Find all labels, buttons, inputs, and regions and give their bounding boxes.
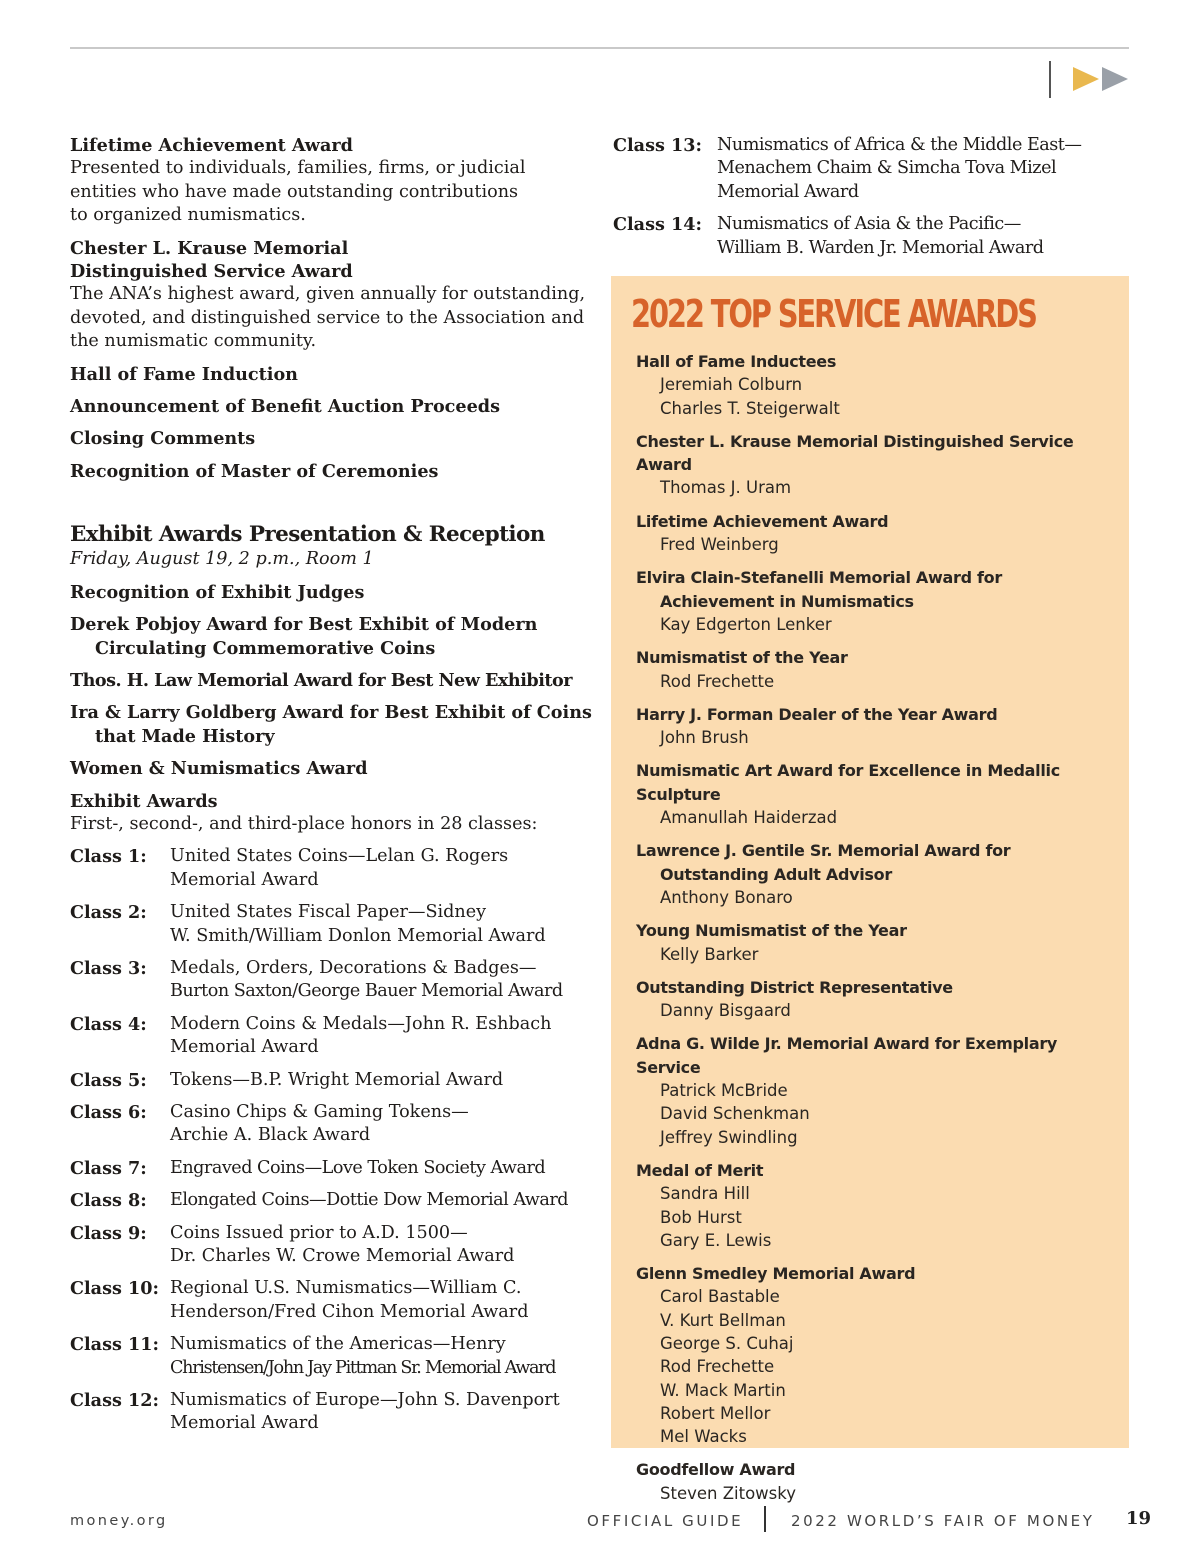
class-label: Class 14:	[613, 214, 702, 236]
krause-award-title: Distinguished Service Award	[70, 261, 353, 283]
award-recipient: Amanullah Haiderzad	[660, 808, 838, 828]
class-label: Class 10:	[70, 1278, 159, 1300]
class-text	[170, 1013, 595, 1060]
class-text	[170, 1101, 595, 1148]
award-name: Young Numismatist of the Year	[636, 921, 907, 941]
award-recipient: Carol Bastable	[660, 1287, 780, 1307]
footer-site: money.org	[70, 1513, 168, 1529]
award-recipient: Jeremiah Colburn	[660, 375, 803, 395]
goldberg-award	[70, 701, 595, 748]
class-line: Regional U.S. Numismatics—William C.	[170, 1278, 522, 1299]
program-item: Recognition of Master of Ceremonies	[70, 460, 439, 482]
class-line: Henderson/Fred Cihon Memorial Award	[170, 1301, 529, 1322]
class-label: Class 8:	[70, 1190, 147, 1212]
award-recipient: Fred Weinberg	[660, 535, 779, 555]
award-name: Hall of Fame Inductees	[636, 352, 837, 371]
award-name: Lifetime Achievement Award	[636, 511, 889, 531]
class-entry	[70, 1277, 595, 1324]
class-label: Class 1:	[70, 846, 147, 868]
footer-separator	[764, 1506, 766, 1532]
award-name: Numismatist of the Year	[636, 648, 848, 668]
award-recipient: John Brush	[660, 728, 749, 748]
award-recipient: Steven Zitowsky	[660, 1483, 796, 1503]
class-line: United States Fiscal Paper—Sidney	[170, 902, 487, 923]
nav-separator	[1049, 61, 1051, 98]
award-recipient: V. Kurt Bellman	[660, 1310, 786, 1330]
lifetime-achievement-desc: Presented to individuals, families, firms, or judicial	[70, 158, 526, 179]
award-name: Goodfellow Award	[636, 1460, 796, 1480]
class-line: Coins Issued prior to A.D. 1500—	[170, 1222, 468, 1243]
award-name: Glenn Smedley Memorial Award	[636, 1264, 916, 1284]
class-text	[170, 957, 595, 1004]
exhibit-section-heading: Exhibit Awards Presentation & Reception	[70, 522, 545, 548]
class-entry	[70, 957, 595, 1004]
award-name: Outstanding Adult Advisor	[660, 864, 892, 884]
award-entry	[636, 430, 1126, 500]
class-label: Class 9:	[70, 1222, 147, 1244]
class-line: Tokens—B.P. Wright Memorial Award	[170, 1069, 504, 1090]
lifetime-achievement-desc: entities who have made outstanding contributions	[70, 181, 519, 202]
exhibit-judges: Recognition of Exhibit Judges	[70, 581, 365, 603]
program-item: Announcement of Benefit Auction Proceeds	[70, 396, 500, 418]
award-recipient: Jeffrey Swindling	[660, 1127, 798, 1147]
footer-event: 2022 WORLD’S FAIR OF MONEY	[791, 1512, 1095, 1530]
lifetime-achievement-desc: to organized numismatics.	[70, 205, 306, 226]
award-entry	[636, 976, 1126, 1023]
class-line: Modern Coins & Medals—John R. Eshbach	[170, 1013, 552, 1034]
award-name: Elvira Clain-Stefanelli Memorial Award for	[636, 568, 1002, 588]
program-item: Closing Comments	[70, 428, 256, 450]
class-line: Medals, Orders, Decorations & Badges—	[170, 957, 537, 978]
pobjoy-award-line: Circulating Commemorative Coins	[95, 637, 436, 659]
class-line: Memorial Award	[170, 1413, 319, 1434]
award-name: Medal of Merit	[636, 1160, 764, 1180]
award-recipient: Thomas J. Uram	[660, 478, 792, 498]
award-recipient: Robert Mellor	[660, 1403, 771, 1423]
class-line: Memorial Award	[170, 1037, 319, 1058]
class-label: Class 5:	[70, 1069, 147, 1091]
exhibit-date: Friday, August 19, 2 p.m., Room 1	[70, 549, 374, 570]
award-recipient: Kelly Barker	[660, 944, 759, 964]
award-name: Numismatic Art Award for Excellence in Medallic Sculpture	[636, 761, 1060, 804]
class-line: Numismatics of the Americas—Henry	[170, 1334, 506, 1355]
award-recipient: Gary E. Lewis	[660, 1230, 772, 1250]
class-entry	[70, 1333, 595, 1380]
class-entry	[70, 1222, 595, 1269]
award-name: Chester L. Krause Memorial Distinguished Service Award	[636, 431, 1074, 475]
class-label: Class 7:	[70, 1157, 147, 1179]
class-entry	[70, 1189, 595, 1212]
class-text	[717, 134, 1133, 204]
class-line: Numismatics of Africa & the Middle East—	[717, 135, 1082, 155]
krause-award-title: Chester L. Krause Memorial	[70, 237, 349, 259]
award-recipient: Patrick McBride	[660, 1081, 788, 1101]
class-text	[170, 845, 595, 892]
class-label: Class 6:	[70, 1102, 147, 1123]
class-label: Class 4:	[70, 1013, 147, 1035]
award-recipient: Bob Hurst	[660, 1207, 742, 1227]
class-entry	[70, 1389, 595, 1436]
class-line: Numismatics of Asia & the Pacific—	[717, 214, 1021, 235]
award-recipient: Rod Frechette	[660, 671, 775, 691]
class-line: Dr. Charles W. Crowe Memorial Award	[170, 1246, 515, 1267]
award-entry	[636, 1458, 1126, 1505]
award-recipient: W. Mack Martin	[660, 1380, 786, 1400]
class-label: Class 13:	[613, 135, 702, 156]
class-line: Casino Chips & Gaming Tokens—	[170, 1102, 469, 1122]
award-entry	[636, 919, 1126, 966]
award-entry	[636, 759, 1126, 829]
pobjoy-award	[70, 613, 595, 660]
award-recipient: Danny Bisgaard	[660, 1001, 791, 1021]
award-recipient: Kay Edgerton Lenker	[660, 614, 832, 634]
krause-award-desc: the numismatic community.	[70, 331, 317, 352]
award-recipient: Sandra Hill	[660, 1184, 750, 1204]
class-text	[170, 1222, 595, 1269]
award-name: Harry J. Forman Dealer of the Year Award	[636, 704, 998, 724]
award-entry	[636, 703, 1126, 750]
class-line: W. Smith/William Donlon Memorial Award	[170, 925, 546, 946]
class-entry	[70, 1157, 595, 1180]
class-entry	[70, 845, 595, 892]
award-recipient: David Schenkman	[660, 1104, 810, 1124]
award-entry	[636, 510, 1126, 557]
award-name: Outstanding District Representative	[636, 977, 953, 997]
class-entry	[70, 1101, 595, 1148]
page-number: 19	[1126, 1508, 1152, 1529]
award-name: Lawrence J. Gentile Sr. Memorial Award for	[636, 841, 1011, 861]
lifetime-achievement-title: Lifetime Achievement Award	[70, 135, 353, 156]
class-line: Archie A. Black Award	[170, 1125, 371, 1146]
award-name: Adna G. Wilde Jr. Memorial Award for Exemplary Service	[636, 1034, 1058, 1077]
class-text	[170, 1389, 595, 1436]
top-service-awards-box	[611, 276, 1129, 1503]
goldberg-award-line: Ira & Larry Goldberg Award for Best Exhibit of Coins	[70, 702, 592, 724]
exhibit-awards-title: Exhibit Awards	[70, 790, 218, 812]
footer-guide: OFFICIAL GUIDE	[587, 1512, 744, 1530]
law-award: Thos. H. Law Memorial Award for Best New Exhibitor	[70, 669, 573, 691]
class-label: Class 2:	[70, 902, 147, 924]
goldberg-award-line: that Made History	[95, 725, 275, 747]
class-line: William B. Warden Jr. Memorial Award	[717, 237, 1044, 258]
award-recipient: Anthony Bonaro	[660, 887, 793, 907]
award-entry	[636, 1032, 1126, 1148]
class-entry	[70, 1069, 595, 1092]
class-text	[170, 901, 595, 948]
box-title: 2022 TOP SERVICE AWARDS	[631, 292, 1036, 336]
award-entry	[636, 646, 1126, 693]
class-line: Christensen/John Jay Pittman Sr. Memorial Award	[170, 1357, 556, 1378]
class-line: Engraved Coins—Love Token Society Award	[170, 1157, 546, 1178]
award-recipient: George S. Cuhaj	[660, 1333, 794, 1353]
award-recipient: Mel Wacks	[660, 1427, 747, 1447]
right-column-classes	[613, 134, 1133, 269]
class-line: Menachem Chaim & Simcha Tova Mizel	[717, 158, 1057, 179]
award-recipient: Rod Frechette	[660, 1357, 775, 1377]
class-entry	[613, 213, 1133, 260]
class-entry	[70, 1013, 595, 1060]
class-line: Elongated Coins—Dottie Dow Memorial Award	[170, 1190, 569, 1211]
class-line: Memorial Award	[170, 869, 319, 890]
award-entry	[636, 1159, 1126, 1252]
award-entry	[636, 839, 1126, 909]
forward-arrow-gold-icon	[1073, 67, 1099, 91]
award-entry	[636, 350, 1126, 420]
award-recipient: Charles T. Steigerwalt	[660, 398, 840, 418]
exhibit-awards-desc: First-, second-, and third-place honors in 28 classes:	[70, 813, 538, 834]
class-text	[170, 1333, 595, 1380]
award-entry	[636, 1262, 1126, 1448]
women-numismatics-award: Women & Numismatics Award	[70, 758, 368, 780]
class-entry	[613, 134, 1133, 204]
class-label: Class 3:	[70, 957, 147, 979]
award-name: Achievement in Numismatics	[660, 591, 914, 611]
class-text	[170, 1189, 595, 1212]
forward-arrow-gray-icon	[1102, 67, 1128, 91]
class-label: Class 11:	[70, 1334, 159, 1356]
class-line: United States Coins—Lelan G. Rogers	[170, 846, 509, 867]
class-line: Memorial Award	[717, 181, 859, 202]
class-line: Numismatics of Europe—John S. Davenport	[170, 1390, 560, 1411]
award-entry	[636, 566, 1126, 636]
lifetime-achievement-section	[70, 134, 595, 228]
class-text	[170, 1157, 595, 1180]
krause-award-desc: The ANA’s highest award, given annually for outstanding,	[70, 284, 586, 305]
left-column	[70, 134, 595, 1445]
class-text	[170, 1277, 595, 1324]
program-item: Hall of Fame Induction	[70, 363, 298, 385]
class-line: Burton Saxton/George Bauer Memorial Award	[170, 981, 563, 1002]
class-text	[717, 213, 1133, 260]
class-label: Class 12:	[70, 1390, 159, 1412]
krause-award-section	[70, 237, 595, 354]
class-text	[170, 1069, 595, 1092]
double-forward-arrow-icon[interactable]	[1070, 66, 1130, 92]
exhibit-awards	[70, 790, 595, 837]
top-rule	[70, 47, 1129, 49]
pobjoy-award-line: Derek Pobjoy Award for Best Exhibit of Modern	[70, 614, 538, 636]
krause-award-desc: devoted, and distinguished service to the Association and	[70, 307, 585, 328]
awards-list	[636, 350, 1126, 1515]
class-entry	[70, 901, 595, 948]
